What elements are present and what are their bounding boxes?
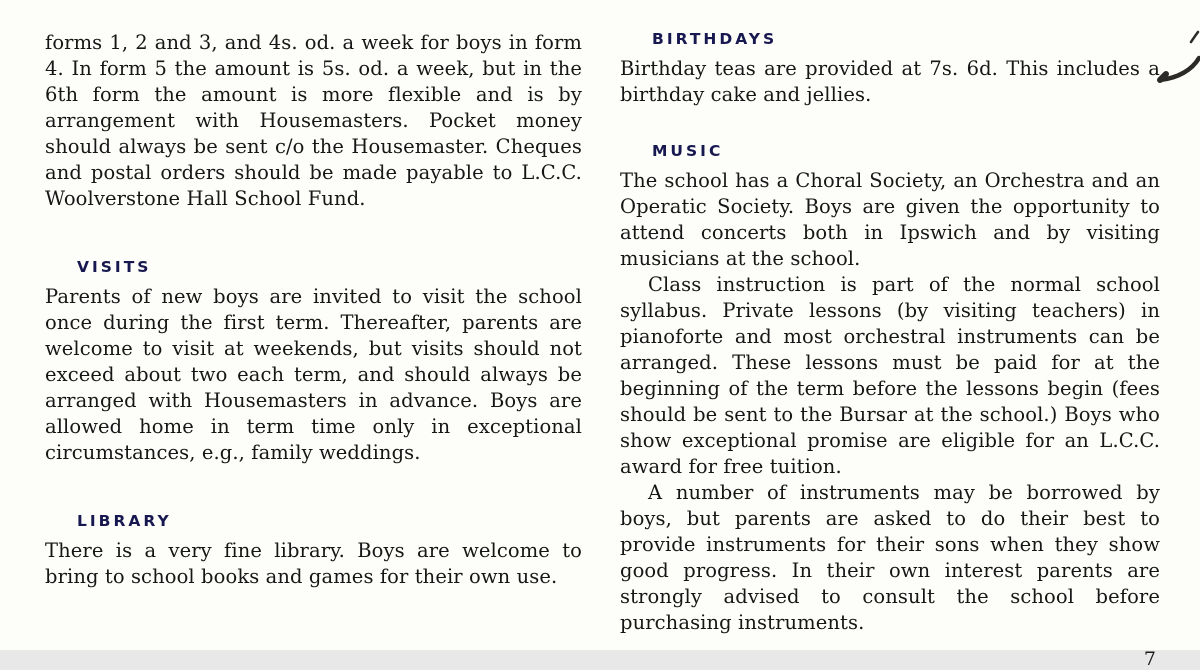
- music-paragraph-2: Class instruction is part of the normal school syllabus. Private lessons (by visiting teachers) in pianoforte and most orchestral instruments can be arranged. These lessons must be paid for at the beginning of the term before the lessons begin (fees should be sent to the Bursar at the school.) Boys who show exceptional promise are eligible for an L.C.C. award for free tuition.: [620, 273, 1160, 478]
- visits-heading: VISITS: [77, 258, 152, 276]
- section-birthdays: [620, 30, 1160, 108]
- library-heading: LIBRARY: [77, 512, 172, 530]
- continued-paragraph: forms 1, 2 and 3, and 4s. od. a week for boys in form 4. In form 5 the amount is 5s. od. a week, but in the 6th form the amount is more flexible and is by arrangement with Housemasters. Pocket money should always be sent c/o the Housemaster. Cheques and postal orders should be made payable to L.C.C. Woolverstone Hall School Fund.: [45, 31, 582, 210]
- birthdays-heading: BIRTHDAYS: [652, 30, 778, 48]
- music-heading: MUSIC: [652, 142, 724, 160]
- music-paragraph-3: A number of instruments may be borrowed by boys, but parents are asked to do their best to provide instruments for their sons when they show good progress. In their own interest parents are strongly advised to consult the school before purchasing instruments.: [620, 481, 1160, 634]
- left-column: [45, 30, 582, 590]
- section-visits: [45, 258, 582, 466]
- pen-mark-icon: [1152, 28, 1200, 100]
- music-paragraph-1: The school has a Choral Society, an Orchestra and an Operatic Society. Boys are given the opportunity to attend concerts both in Ipswich and by visiting musicians at the school.: [620, 169, 1160, 270]
- section-library: [45, 512, 582, 590]
- section-music: [620, 142, 1160, 636]
- birthdays-paragraph: Birthday teas are provided at 7s. 6d. This includes a birthday cake and jellies.: [620, 57, 1160, 106]
- visits-paragraph: Parents of new boys are invited to visit the school once during the first term. Thereafter, parents are welcome to visit at weekends, but visits should not exceed about two each term, and should always be arranged with Housemasters in advance. Boys are allowed home in term time only in exceptional circumstances, e.g., family weddings.: [45, 285, 582, 464]
- library-paragraph: There is a very fine library. Boys are welcome to bring to school books and games for their own use.: [45, 539, 582, 588]
- page-number: 7: [1143, 648, 1156, 670]
- right-column: [620, 30, 1160, 670]
